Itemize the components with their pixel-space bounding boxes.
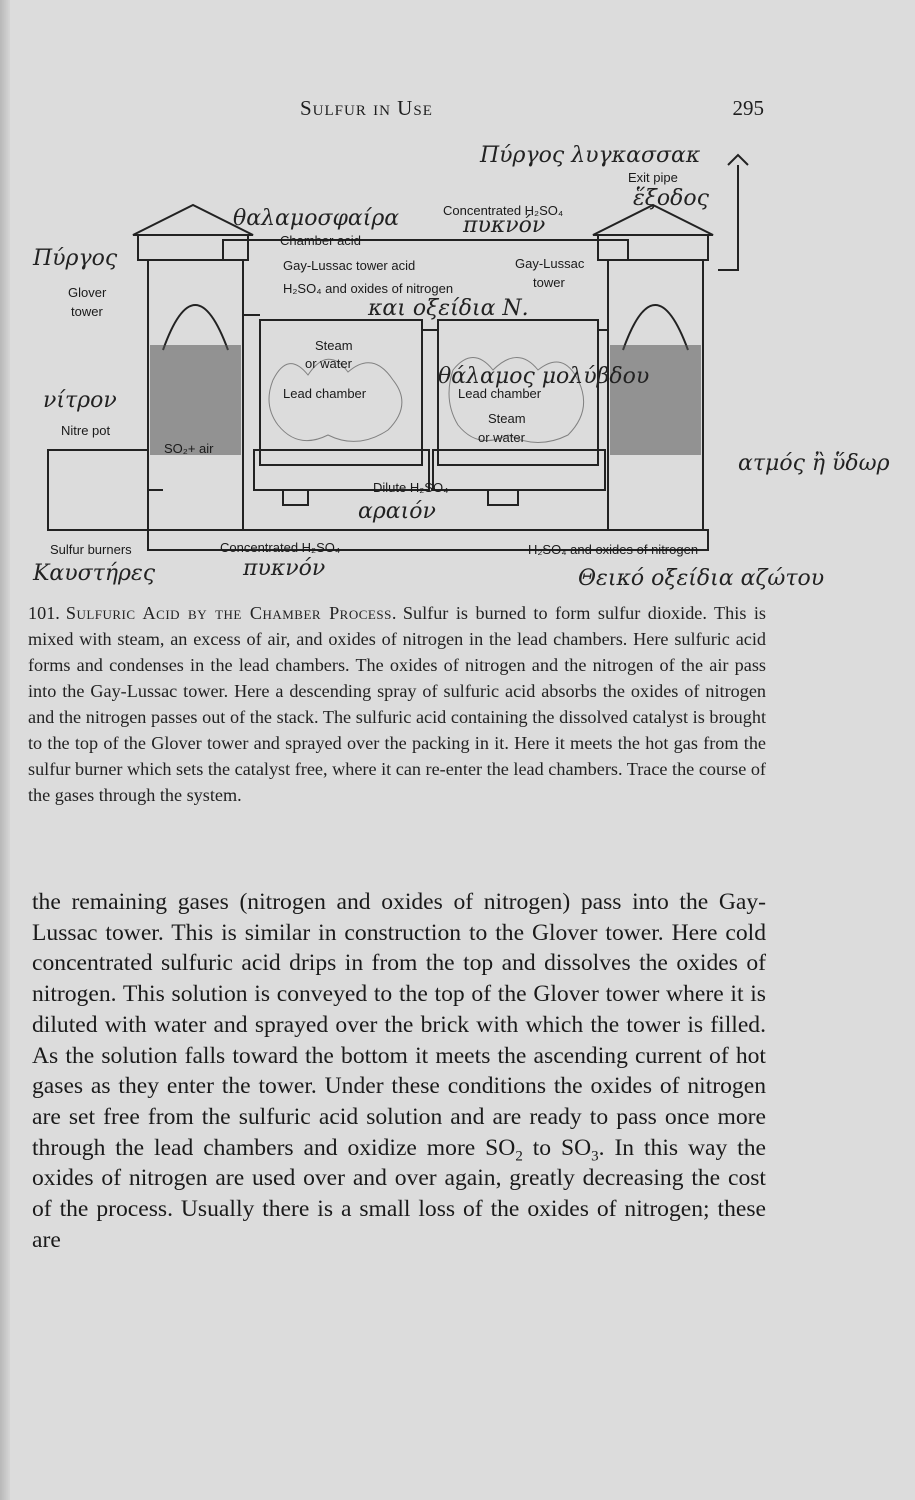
label-steam-right-2: or water [478,430,525,445]
label-exit-pipe: Exit pipe [628,170,678,185]
label-lead-chamber-left: Lead chamber [283,386,367,401]
body-text-part2: to SO [522,1134,592,1161]
label-steam-left: Steam [315,338,353,353]
label-gay-lussac-tower-acid: Gay-Lussac tower acid [283,258,416,273]
label-glover-tower: Glover [68,285,107,300]
chamber-process-diagram [28,143,890,595]
page-number: 295 [732,96,764,120]
handwriting-chamber: θαλαμοσφαίρα [233,206,400,231]
body-text-part1: the remaining gases (nitrogen and oxides of nitrogen) pass into the Gay-Lussac tower. This is similar in construction to the Glover tower. Here cold concentrated sulfuric acid drips in from the top and dissolves the oxides of nitrogen. This solution is conveyed to the top of the Glover tower where it is diluted with water and sprayed over the brick with which the tower is filled. As the solution falls toward the bottom it meets the ascending current of hot gases as they enter the tower. Under these conditions the oxides of nitrogen are set free from the sulfuric acid solution and are ready to pass once more through the lead chambers and oxidize more SO [32,889,766,1161]
glover-spray [163,305,228,350]
label-steam-left-2: or water [305,356,352,371]
label-dilute: Dilute H₂SO₄ [373,480,449,495]
label-lead-chamber-right: Lead chamber [458,386,542,401]
handwriting-steam: ατμός ἢ ὕδωρ [738,451,890,476]
sulfur-burners [48,450,148,530]
caption-title: Sulfuric Acid by the Chamber Process. [65,603,397,623]
diagram-drawing [28,143,890,595]
running-head: Sulfur in Use [300,96,433,120]
handwriting-dilute: αραιόν [358,499,436,524]
body-text-part3: . In this way the oxides of nitrogen are used over and over again, greatly decreasing the cost of the process. Usually there is a small loss of the oxides of nitrogen; these are [32,1134,767,1253]
label-sulfur-burners: Sulfur burners [50,542,132,557]
handwriting-lead-chamber: θάλαμος μολύβδου [438,364,650,389]
handwriting-oxides: και οξείδια Ν. [368,296,529,321]
gay-lussac-packing [610,345,701,455]
handwriting-oxides-bottom: Θεικό οξείδια αζώτου [578,566,825,591]
label-h2so4-oxides: H₂SO₄ and oxides of nitrogen [283,281,454,296]
label-nitre-pot: Nitre pot [61,423,111,438]
label-so2-air: SO₂+ air [164,441,214,456]
handwriting-gay-lussac: Πύργος λυγκασσακ [480,143,701,168]
handwriting-concentrated: πυκνόν [463,213,546,238]
label-glover-tower-2: tower [71,304,103,319]
page-edge [0,0,10,1500]
label-h2so4-oxides-bottom: H₂SO₄ and oxides of nitrogen [528,542,699,557]
label-concentrated-top: Concentrated H₂SO₄ [443,203,564,218]
handwriting-concentrated-bottom: πυκνόν [243,556,326,581]
handwriting-nitre: νίτρον [43,388,117,413]
body-paragraph [32,887,766,1255]
subscript-2: 2 [515,1148,523,1165]
handwriting-exit: ἕξοδος [633,186,709,211]
subscript-3: 3 [591,1148,599,1165]
label-steam-right: Steam [488,411,526,426]
handwriting-burners: Καυστήρες [33,561,156,586]
caption-text: Sulfur is burned to form sulfur dioxide. This is mixed with steam, an excess of air, and oxides of nitrogen in the lead chambers. Here sulfuric acid forms and condenses in the lead chambers. The oxides of nitrogen and the nitrogen of the air pass into the Gay-Lussac tower. Here a descending spray of sulfuric acid absorbs the oxides of nitrogen and the nitrogen passes out of the stack. The sulfuric acid containing the dissolved catalyst is brought to the top of the Glover tower and sprayed over the packing in it. Here it meets the hot gas from the sulfur burner which sets the catalyst free, where it can re-enter the lead chambers. Trace the course of the gases through the system. [28,603,767,805]
label-concentrated-bottom: Concentrated H₂SO₄ [220,540,341,555]
caption-number: 101. [28,603,60,623]
page-header [300,96,770,126]
label-gay-lussac-tower: Gay-Lussac [515,256,585,271]
label-chamber-acid: Chamber acid [280,233,361,248]
label-gay-lussac-tower-2: tower [533,275,565,290]
figure-caption [28,600,766,808]
glover-packing [150,345,241,455]
handwriting-tower: Πύργος [33,246,118,271]
